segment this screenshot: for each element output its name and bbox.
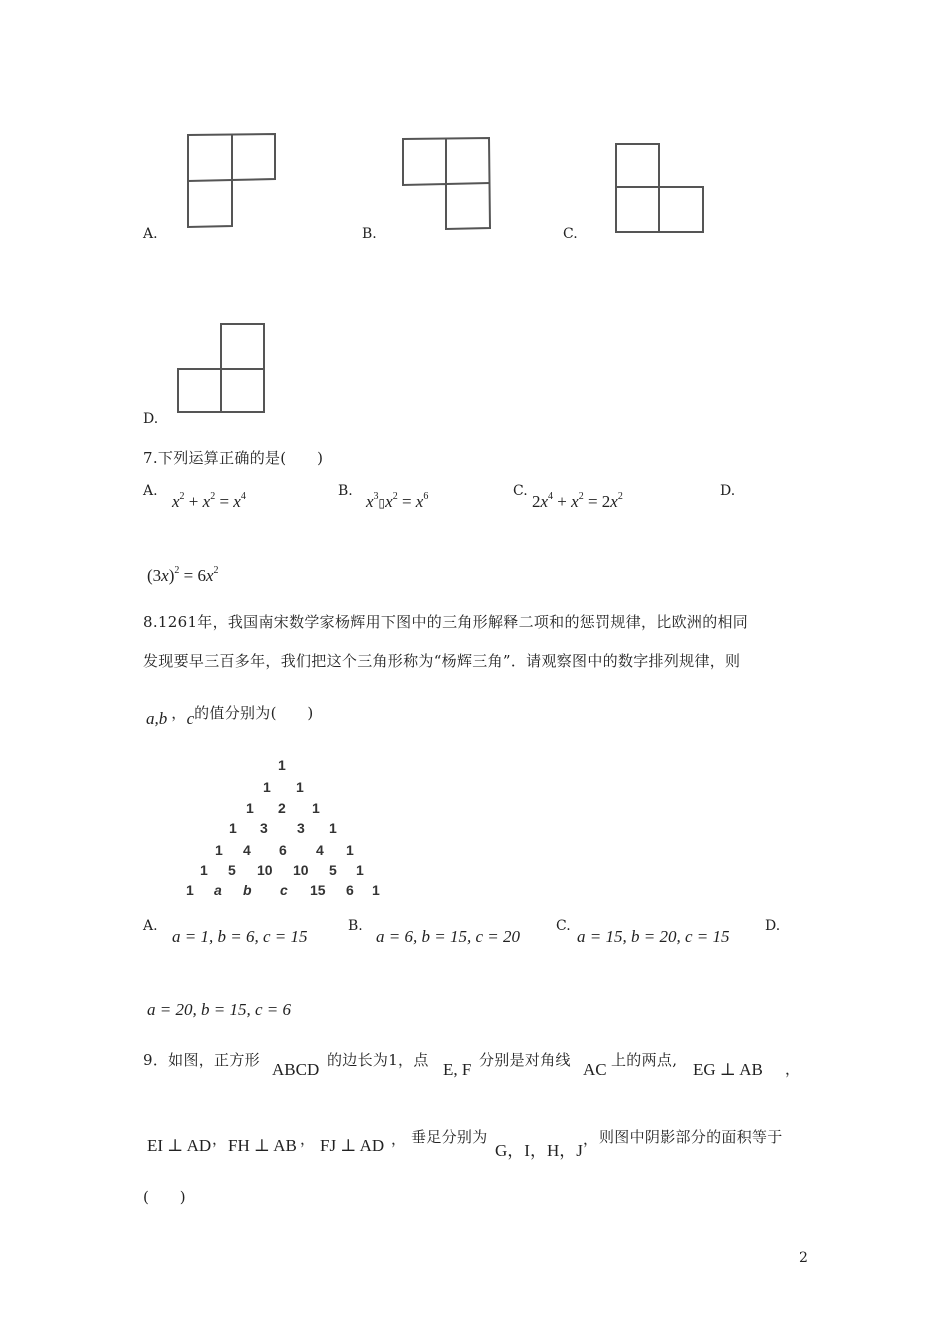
q7-option-a: $x^2 + x^2 = x^4$ [172,491,246,511]
triangle-cell: a [214,882,222,898]
q9-text-5: 垂足分别为 [411,1128,488,1146]
q8-line-2: 发现要早三百多年，我们把这个三角形称为“杨辉三角”．请观察图中的数字排列规律，则 [143,652,741,670]
q9-comma-1: ， [785,1060,801,1078]
triangle-cell: 4 [316,842,324,858]
q8-var-c: c [186,709,195,728]
triangle-cell: 2 [278,800,286,816]
option-letter-d: D. [143,411,159,427]
triangle-cell: 1 [312,800,320,816]
triangle-cell: 1 [229,820,237,836]
net-figure-b-icon [401,137,493,233]
q9-text-6: 则图中阴影部分的面积等于 [599,1128,783,1146]
triangle-cell: 1 [246,800,254,816]
triangle-cell: 1 [215,842,223,858]
q8-vars-ab: a,b [146,709,168,728]
triangle-cell: 1 [372,882,380,898]
triangle-cell: 1 [346,842,354,858]
q7-option-d: $(3x)^2 = 6x^2$ [147,565,219,585]
option-letter-c: C. [563,226,578,242]
q8-letter-b: B. [348,918,363,934]
q9-diagonal: AC [583,1060,607,1079]
q9-comma-4: ， [391,1130,407,1148]
q8-line-1: 8.1261年，我国南宋数学家杨辉用下图中的三角形解释二项和的惩罚规律，比欧洲的相同 [143,613,749,631]
q8-line-3 [146,702,314,728]
triangle-cell: 1 [296,779,304,795]
q8-letter-d: D. [765,918,781,934]
q7-stem: 7.下列运算正确的是( ) [143,449,324,467]
q9-fh-ab: FH ⊥ AB [228,1136,297,1155]
triangle-cell: 1 [356,862,364,878]
q9-square-name: ABCD [272,1060,320,1079]
q7-letter-d: D. [720,483,736,499]
q7-option-c: $2x^4 + x^2 = 2x^2$ [532,491,623,511]
triangle-cell: 5 [329,862,337,878]
triangle-cell: 3 [260,820,268,836]
q8-option-b: a = 6, b = 15, c = 20 [376,927,520,946]
option-letter-b: B. [362,226,377,242]
triangle-cell: 10 [293,862,309,878]
net-figure-a-icon [186,133,278,229]
triangle-cell: 3 [297,820,305,836]
q8-option-d: a = 20, b = 15, c = 6 [147,1000,291,1019]
q9-text-4: 上的两点, [611,1051,678,1069]
triangle-cell: 1 [329,820,337,836]
triangle-cell: c [280,882,288,898]
triangle-cell: 10 [257,862,273,878]
q9-text-3: 分别是对角线 [479,1051,571,1069]
triangle-cell: 5 [228,862,236,878]
triangle-cell: 1 [186,882,194,898]
triangle-cell: 15 [310,882,326,898]
triangle-cell: 1 [200,862,208,878]
q8-comma: ， [171,704,187,722]
q9-fj-ad: FJ ⊥ AD [320,1136,385,1155]
q8-letter-c: C. [556,918,571,934]
page-number: 2 [799,1250,808,1266]
triangle-cell: 1 [278,757,286,773]
q9-text-2: 的边长为1，点 [327,1051,429,1069]
q9-text-1: 9．如图，正方形 [143,1051,260,1069]
q9-feet: G，I，H，J [495,1141,583,1160]
net-figure-c-icon [614,142,706,236]
q9-points-ef: E, F [443,1060,472,1079]
q7-letter-c: C. [513,483,528,499]
q8-line-3-tail: 的值分别为( ) [194,704,314,722]
q9-comma-3: ， [300,1130,316,1148]
triangle-cell: 6 [279,842,287,858]
triangle-cell: 4 [243,842,251,858]
triangle-cell: 6 [346,882,354,898]
q7-option-b: $x^3▯x^2 = x^6$ [366,491,429,511]
net-figure-d-icon [176,322,268,416]
option-letter-a: A. [143,226,158,242]
q8-option-a: a = 1, b = 6, c = 15 [172,927,308,946]
q9-eg-ab: EG ⊥ AB [693,1060,763,1079]
q7-letter-a: A. [143,483,158,499]
q9-answer-paren: ( ) [143,1188,186,1206]
q9-comma-2: ， [212,1130,228,1148]
q9-comma-5: ， [583,1130,599,1148]
triangle-cell: b [243,882,252,898]
q8-option-c: a = 15, b = 20, c = 15 [577,927,730,946]
q7-letter-b: B. [338,483,353,499]
q8-letter-a: A. [143,918,158,934]
q9-ei-ad: EI ⊥ AD [147,1136,212,1155]
triangle-cell: 1 [263,779,271,795]
